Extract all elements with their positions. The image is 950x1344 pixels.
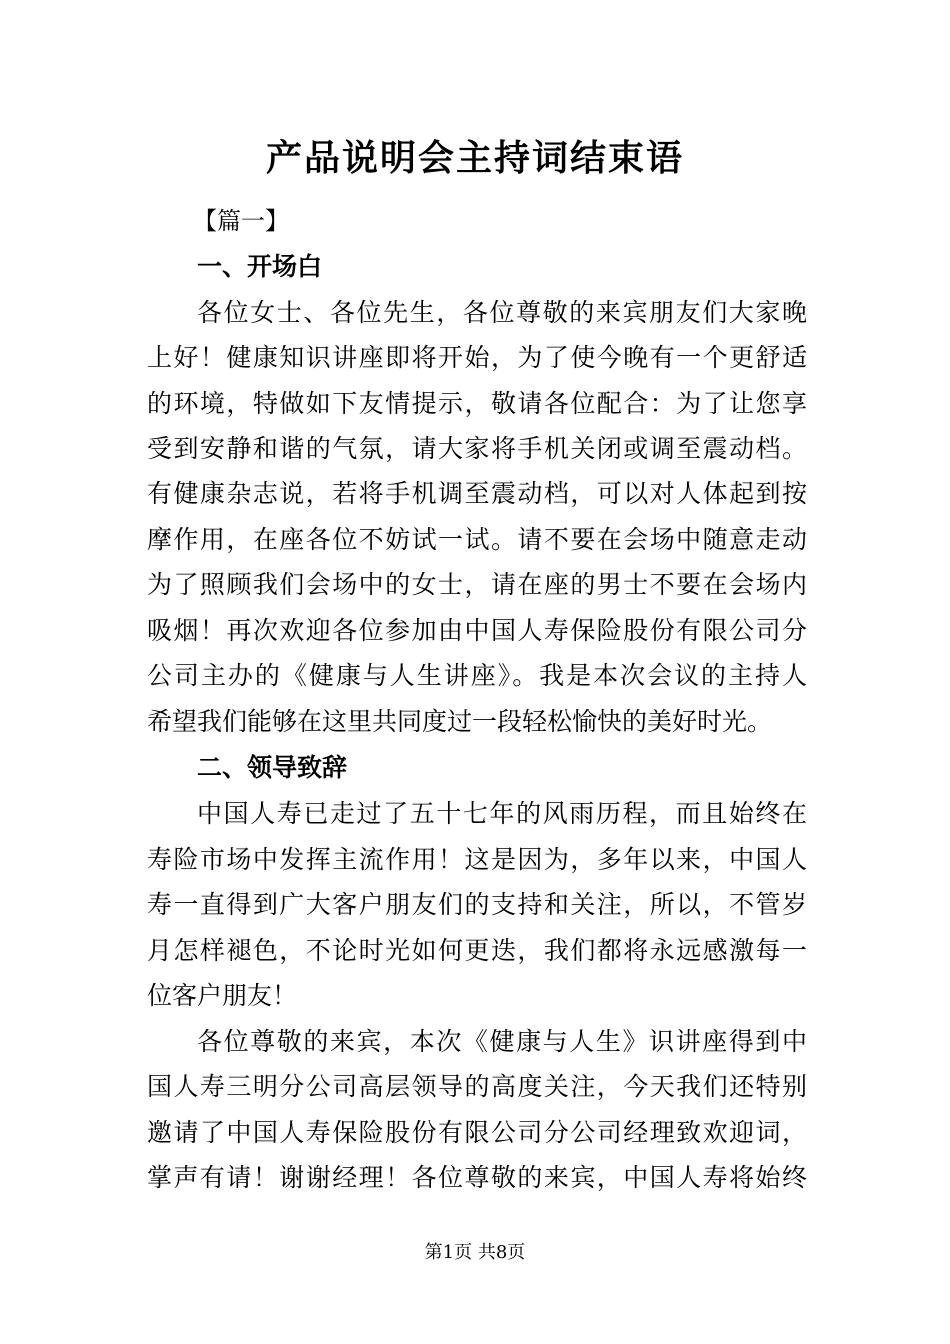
paragraph-line: 希望我们能够在这里共同度过一段轻松愉快的美好时光。 — [147, 707, 773, 736]
paragraph-line: 吸烟！再次欢迎各位参加由中国人寿保险股份有限公司分 — [147, 616, 807, 645]
paragraph-line: 位客户朋友！ — [147, 981, 298, 1010]
paragraph-line: 有健康杂志说，若将手机调至震动档，可以对人体起到按 — [147, 479, 807, 508]
paragraph-line: 受到安静和谐的气氛，请大家将手机关闭或调至震动档。 — [147, 434, 807, 463]
paragraph-line: 摩作用，在座各位不妨试一试。请不要在会场中随意走动 — [147, 525, 807, 554]
paragraph-line: 寿险市场中发挥主流作用！这是因为，多年以来，中国人 — [147, 845, 807, 874]
paragraph-line: 月怎样褪色，不论时光如何更迭，我们都将永远感激每一 — [147, 936, 807, 965]
heading-leader-speech: 二、领导致辞 — [197, 753, 348, 782]
paragraph-line: 国人寿三明分公司高层领导的高度关注，今天我们还特别 — [147, 1072, 807, 1101]
paragraph-line: 为了照顾我们会场中的女士，请在座的男士不要在会场内 — [147, 570, 807, 599]
paragraph-line: 各位女士、各位先生，各位尊敬的来宾朋友们大家晚 — [197, 298, 807, 327]
paragraph-line: 寿一直得到广大客户朋友们的支持和关注，所以，不管岁 — [147, 890, 807, 919]
document-title: 产品说明会主持词结束语 — [265, 137, 684, 179]
page-footer: 第1页 共8页 — [424, 1242, 526, 1263]
paragraph-line: 邀请了中国人寿保险股份有限公司分公司经理致欢迎词， — [147, 1118, 807, 1147]
paragraph-line: 上好！健康知识讲座即将开始，为了使今晚有一个更舒适 — [147, 343, 807, 372]
paragraph-line: 掌声有请！谢谢经理！各位尊敬的来宾，中国人寿将始终 — [147, 1163, 807, 1192]
paragraph-line: 各位尊敬的来宾，本次《健康与人生》识讲座得到中 — [197, 1027, 807, 1056]
paragraph-line: 中国人寿已走过了五十七年的风雨历程，而且始终在 — [197, 799, 807, 828]
paragraph-line: 公司主办的《健康与人生讲座》。我是本次会议的主持人 — [147, 661, 807, 690]
paragraph-line: 的环境，特做如下友情提示，敬请各位配合：为了让您享 — [147, 389, 807, 418]
section-tag: 【篇一】 — [193, 207, 289, 235]
heading-opening: 一、开场白 — [197, 252, 323, 281]
